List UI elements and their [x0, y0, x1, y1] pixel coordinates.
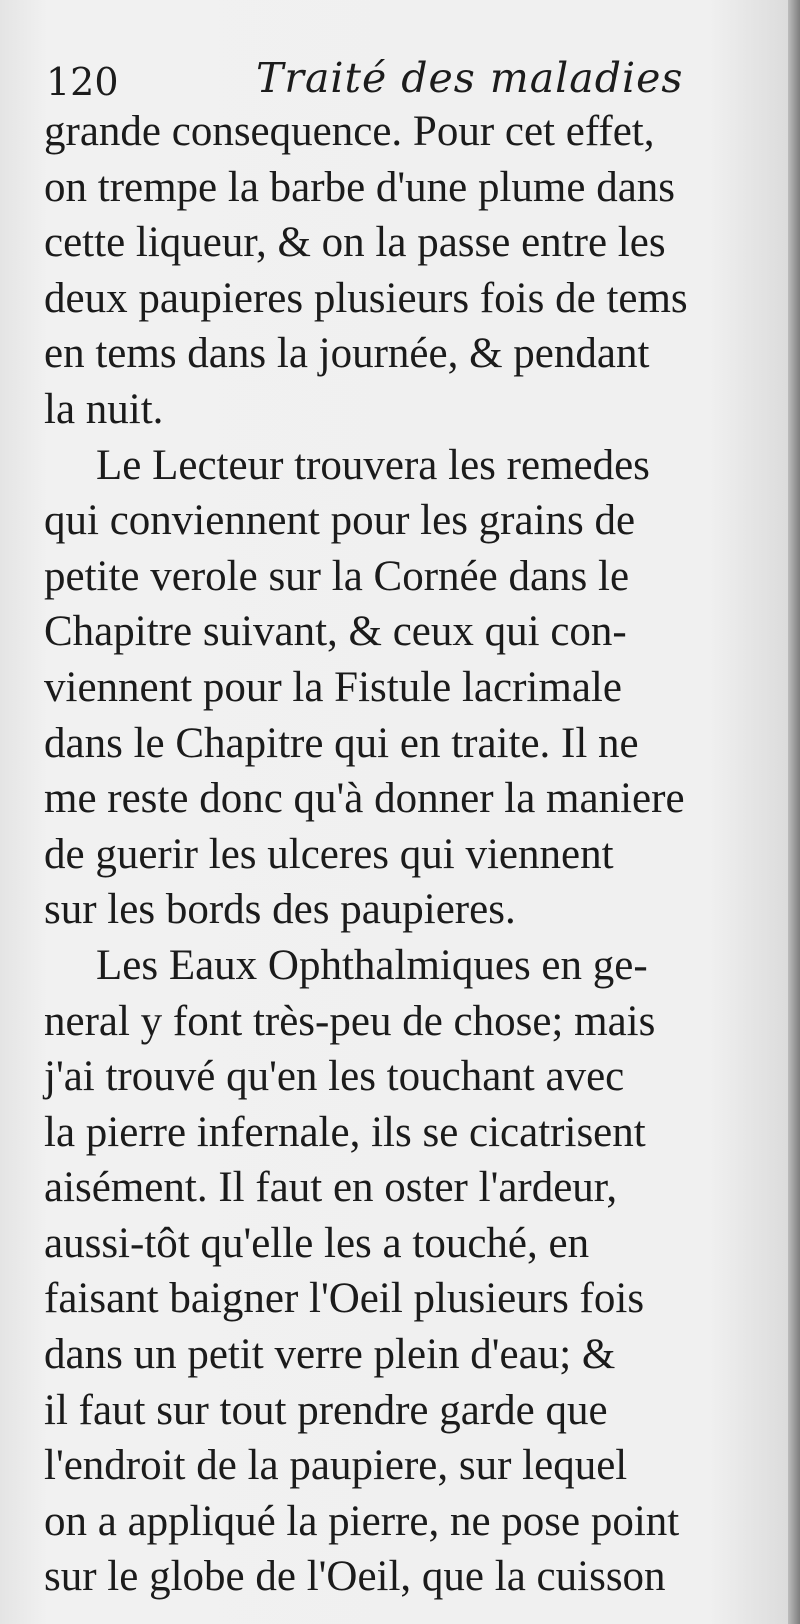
- text-line: dans le Chapitre qui en traite. Il ne: [44, 719, 639, 767]
- text-line: sur les bords des paupieres.: [44, 886, 516, 934]
- page-number: 120: [46, 60, 119, 104]
- paragraph-start-line: Le Lecteur trouvera les remedes: [96, 441, 650, 489]
- paragraph-start-line: Les Eaux Ophthalmiques en ge-: [96, 941, 648, 989]
- text-line: aussi-tôt qu'elle les a touché, en: [44, 1219, 590, 1267]
- text-line: on trempe la barbe d'une plume dans: [44, 163, 676, 211]
- text-line: on a appliqué la pierre, ne pose point: [44, 1497, 680, 1545]
- text-line: grande consequence. Pour cet effet,: [44, 108, 655, 155]
- page-edge-shadow: [788, 0, 800, 1624]
- text-line: Chapitre suivant, & ceux qui con-: [44, 608, 627, 656]
- page-header: [44, 44, 744, 110]
- text-line: petite verole sur la Cornée dans le: [44, 552, 630, 600]
- text-line: faisant baigner l'Oeil plusieurs fois: [44, 1275, 645, 1323]
- text-line: il faut sur tout prendre garde que: [44, 1386, 608, 1434]
- text-line: cette liqueur, & on la passe entre les: [44, 219, 666, 267]
- text-line: viennent pour la Fistule lacrimale: [44, 663, 622, 711]
- running-title: Traité des maladies: [256, 54, 684, 102]
- text-line: deux paupieres plusieurs fois de tems: [44, 274, 688, 322]
- text-line: l'endroit de la paupiere, sur lequel: [44, 1442, 628, 1490]
- text-line: dans un petit verre plein d'eau; &: [44, 1331, 616, 1379]
- text-line: qui conviennent pour les grains de: [44, 497, 636, 545]
- text-line: neral y font très-peu de chose; mais: [44, 997, 656, 1045]
- text-line: sur le globe de l'Oeil, que la cuisson: [44, 1553, 666, 1601]
- text-line: me reste donc qu'à donner la maniere: [44, 775, 685, 823]
- text-line: aisément. Il faut en oster l'ardeur,: [44, 1164, 618, 1212]
- text-line: la nuit.: [44, 385, 164, 433]
- body-text: [44, 104, 764, 1605]
- text-line: de guerir les ulceres qui viennent: [44, 830, 614, 878]
- text-line: la pierre infernale, ils se cicatrisent: [44, 1108, 646, 1156]
- text-line: en tems dans la journée, & pendant: [44, 330, 650, 378]
- text-line: j'ai trouvé qu'en les touchant avec: [44, 1053, 625, 1101]
